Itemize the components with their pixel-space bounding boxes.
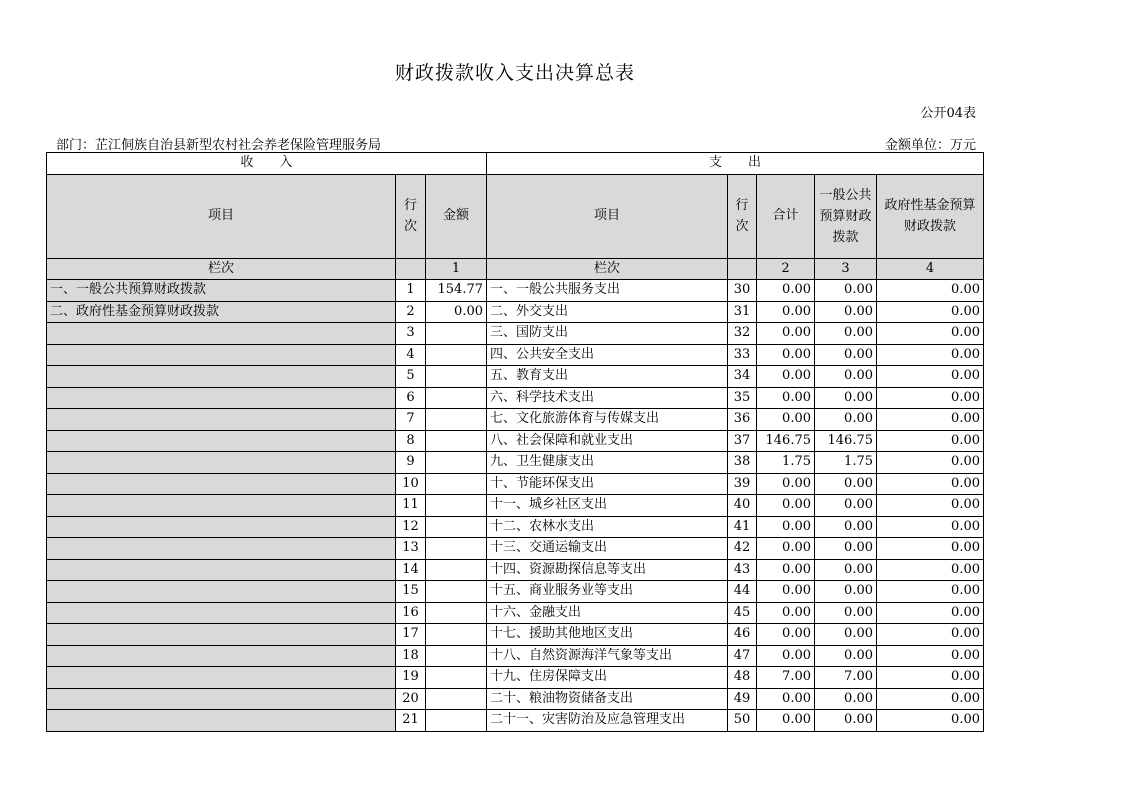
income-item (47, 430, 396, 452)
expense-total: 0.00 (757, 538, 815, 560)
budget-summary-table (46, 152, 984, 732)
expense-total: 1.75 (757, 452, 815, 474)
income-header: 收 入 (47, 153, 487, 175)
expense-item: 十九、住房保障支出 (487, 667, 728, 689)
income-item: 一、一般公共预算财政拨款 (47, 280, 396, 302)
gov-fund-amount: 0.00 (877, 559, 984, 581)
income-item (47, 473, 396, 495)
expense-row-no: 34 (728, 366, 757, 388)
expense-total: 0.00 (757, 688, 815, 710)
income-row-no: 5 (396, 366, 426, 388)
income-item (47, 710, 396, 732)
income-item (47, 387, 396, 409)
general-budget-amount: 0.00 (815, 516, 877, 538)
expense-item: 四、公共安全支出 (487, 344, 728, 366)
expense-total: 0.00 (757, 645, 815, 667)
income-row-no-header: 行次 (396, 174, 426, 258)
page-title: 财政拨款收入支出决算总表 (394, 62, 635, 84)
income-amount (426, 387, 487, 409)
expense-row-no: 32 (728, 323, 757, 345)
general-budget-amount: 0.00 (815, 710, 877, 732)
column-2: 2 (757, 258, 815, 280)
income-item (47, 624, 396, 646)
expense-item: 十七、援助其他地区支出 (487, 624, 728, 646)
expense-row-no: 37 (728, 430, 757, 452)
general-budget-amount: 0.00 (815, 301, 877, 323)
expense-total: 0.00 (757, 473, 815, 495)
expense-total: 0.00 (757, 581, 815, 603)
expense-item: 七、文化旅游体育与传媒支出 (487, 409, 728, 431)
gov-fund-amount: 0.00 (877, 452, 984, 474)
income-amount (426, 495, 487, 517)
column-1: 1 (426, 258, 487, 280)
expense-row-no: 33 (728, 344, 757, 366)
expense-row-no: 44 (728, 581, 757, 603)
gov-fund-amount: 0.00 (877, 516, 984, 538)
income-item (47, 495, 396, 517)
expense-row-no: 42 (728, 538, 757, 560)
expense-row-no: 49 (728, 688, 757, 710)
income-item (47, 516, 396, 538)
income-row-no: 15 (396, 581, 426, 603)
income-item-header: 项目 (47, 174, 396, 258)
income-row-no: 7 (396, 409, 426, 431)
income-row-no: 4 (396, 344, 426, 366)
expense-item-header: 项目 (487, 174, 728, 258)
income-item (47, 602, 396, 624)
income-row-no: 6 (396, 387, 426, 409)
expense-total: 146.75 (757, 430, 815, 452)
expense-item: 十八、自然资源海洋气象等支出 (487, 645, 728, 667)
income-amount (426, 710, 487, 732)
table-row (47, 516, 984, 538)
income-amount (426, 473, 487, 495)
income-amount (426, 559, 487, 581)
general-budget-amount: 0.00 (815, 366, 877, 388)
expense-column-no-label: 栏次 (487, 258, 728, 280)
general-budget-header: 一般公共预算财政拨款 (815, 174, 877, 258)
expense-total: 0.00 (757, 710, 815, 732)
table-row (47, 602, 984, 624)
expense-total: 0.00 (757, 366, 815, 388)
general-budget-amount: 0.00 (815, 280, 877, 302)
income-item (47, 559, 396, 581)
expense-total: 0.00 (757, 559, 815, 581)
income-row-no: 18 (396, 645, 426, 667)
income-amount (426, 366, 487, 388)
total-header: 合计 (757, 174, 815, 258)
income-row-no: 21 (396, 710, 426, 732)
expense-row-no: 30 (728, 280, 757, 302)
general-budget-amount: 0.00 (815, 688, 877, 710)
general-budget-amount: 7.00 (815, 667, 877, 689)
expense-row-no: 47 (728, 645, 757, 667)
expense-row-no: 45 (728, 602, 757, 624)
income-column-no-label: 栏次 (47, 258, 396, 280)
general-budget-amount: 0.00 (815, 624, 877, 646)
expense-item: 六、科学技术支出 (487, 387, 728, 409)
table-row (47, 538, 984, 560)
general-budget-amount: 0.00 (815, 645, 877, 667)
expense-row-no: 43 (728, 559, 757, 581)
expense-item: 三、国防支出 (487, 323, 728, 345)
income-item (47, 323, 396, 345)
income-amount (426, 624, 487, 646)
general-budget-amount: 0.00 (815, 495, 877, 517)
income-row-no: 8 (396, 430, 426, 452)
expense-item: 十一、城乡社区支出 (487, 495, 728, 517)
income-item (47, 688, 396, 710)
expense-item: 二、外交支出 (487, 301, 728, 323)
income-row-no: 3 (396, 323, 426, 345)
general-budget-amount: 0.00 (815, 344, 877, 366)
expense-item: 十五、商业服务业等支出 (487, 581, 728, 603)
expense-row-no-header: 行次 (728, 174, 757, 258)
income-amount (426, 323, 487, 345)
general-budget-amount: 0.00 (815, 602, 877, 624)
income-amount (426, 409, 487, 431)
income-amount (426, 602, 487, 624)
expense-total: 0.00 (757, 387, 815, 409)
table-row (47, 688, 984, 710)
table-row (47, 452, 984, 474)
gov-fund-amount: 0.00 (877, 710, 984, 732)
table-row (47, 280, 984, 302)
expense-item: 十、节能环保支出 (487, 473, 728, 495)
income-amount (426, 430, 487, 452)
table-row (47, 710, 984, 732)
expense-item: 十三、交通运输支出 (487, 538, 728, 560)
income-row-no: 1 (396, 280, 426, 302)
expense-column-no-empty (728, 258, 757, 280)
table-row (47, 581, 984, 603)
expense-item: 二十、粮油物资储备支出 (487, 688, 728, 710)
expense-item: 二十一、灾害防治及应急管理支出 (487, 710, 728, 732)
income-item (47, 667, 396, 689)
expense-item: 一、一般公共服务支出 (487, 280, 728, 302)
expense-total: 0.00 (757, 516, 815, 538)
expense-item: 八、社会保障和就业支出 (487, 430, 728, 452)
income-amount (426, 581, 487, 603)
expense-row-no: 40 (728, 495, 757, 517)
gov-fund-amount: 0.00 (877, 430, 984, 452)
general-budget-amount: 0.00 (815, 409, 877, 431)
expense-row-no: 46 (728, 624, 757, 646)
gov-fund-amount: 0.00 (877, 667, 984, 689)
expense-total: 0.00 (757, 495, 815, 517)
expense-item: 五、教育支出 (487, 366, 728, 388)
expense-row-no: 35 (728, 387, 757, 409)
income-row-no: 14 (396, 559, 426, 581)
table-row (47, 473, 984, 495)
income-row-no: 16 (396, 602, 426, 624)
expense-total: 0.00 (757, 323, 815, 345)
department-label: 部门：芷江侗族自治县新型农村社会养老保险管理服务局 (56, 138, 382, 153)
column-4: 4 (877, 258, 984, 280)
expense-row-no: 39 (728, 473, 757, 495)
general-budget-amount: 0.00 (815, 538, 877, 560)
income-item: 二、政府性基金预算财政拨款 (47, 301, 396, 323)
table-row (47, 366, 984, 388)
income-amount (426, 452, 487, 474)
table-row (47, 624, 984, 646)
income-amount (426, 688, 487, 710)
income-item (47, 581, 396, 603)
income-column-no-empty (396, 258, 426, 280)
income-item (47, 538, 396, 560)
gov-fund-amount: 0.00 (877, 301, 984, 323)
form-number: 公开04表 (920, 106, 976, 121)
gov-fund-amount: 0.00 (877, 495, 984, 517)
expense-total: 0.00 (757, 301, 815, 323)
general-budget-amount: 146.75 (815, 430, 877, 452)
expense-row-no: 50 (728, 710, 757, 732)
table-row (47, 667, 984, 689)
income-item (47, 366, 396, 388)
table-row (47, 323, 984, 345)
table-row (47, 430, 984, 452)
gov-fund-amount: 0.00 (877, 323, 984, 345)
income-amount (426, 516, 487, 538)
table-row (47, 387, 984, 409)
gov-fund-amount: 0.00 (877, 538, 984, 560)
general-budget-amount: 0.00 (815, 581, 877, 603)
gov-fund-amount: 0.00 (877, 602, 984, 624)
income-amount (426, 538, 487, 560)
income-amount-header: 金额 (426, 174, 487, 258)
expense-row-no: 38 (728, 452, 757, 474)
expense-row-no: 48 (728, 667, 757, 689)
income-row-no: 9 (396, 452, 426, 474)
gov-fund-amount: 0.00 (877, 645, 984, 667)
general-budget-amount: 0.00 (815, 473, 877, 495)
general-budget-amount: 0.00 (815, 387, 877, 409)
gov-fund-amount: 0.00 (877, 409, 984, 431)
expense-item: 十二、农林水支出 (487, 516, 728, 538)
expense-total: 7.00 (757, 667, 815, 689)
expense-total: 0.00 (757, 624, 815, 646)
income-item (47, 344, 396, 366)
income-row-no: 13 (396, 538, 426, 560)
income-amount: 0.00 (426, 301, 487, 323)
income-row-no: 17 (396, 624, 426, 646)
income-item (47, 409, 396, 431)
income-item (47, 645, 396, 667)
income-amount (426, 645, 487, 667)
income-item (47, 452, 396, 474)
amount-unit-label: 金额单位：万元 (884, 138, 976, 153)
general-budget-amount: 0.00 (815, 559, 877, 581)
gov-fund-amount: 0.00 (877, 624, 984, 646)
gov-fund-amount: 0.00 (877, 387, 984, 409)
income-row-no: 19 (396, 667, 426, 689)
general-budget-amount: 0.00 (815, 323, 877, 345)
gov-fund-amount: 0.00 (877, 688, 984, 710)
income-amount (426, 344, 487, 366)
expense-item: 九、卫生健康支出 (487, 452, 728, 474)
general-budget-amount: 1.75 (815, 452, 877, 474)
table-row (47, 409, 984, 431)
expense-total: 0.00 (757, 602, 815, 624)
income-row-no: 11 (396, 495, 426, 517)
gov-fund-amount: 0.00 (877, 366, 984, 388)
expense-row-no: 36 (728, 409, 757, 431)
expense-total: 0.00 (757, 280, 815, 302)
gov-fund-budget-header: 政府性基金预算财政拨款 (877, 174, 984, 258)
expense-item: 十六、金融支出 (487, 602, 728, 624)
table-row (47, 645, 984, 667)
income-amount (426, 667, 487, 689)
gov-fund-amount: 0.00 (877, 280, 984, 302)
expense-total: 0.00 (757, 344, 815, 366)
table-row (47, 344, 984, 366)
income-row-no: 10 (396, 473, 426, 495)
column-3: 3 (815, 258, 877, 280)
income-row-no: 12 (396, 516, 426, 538)
income-amount: 154.77 (426, 280, 487, 302)
expense-header: 支 出 (487, 153, 984, 175)
table-row (47, 495, 984, 517)
expense-item: 十四、资源勘探信息等支出 (487, 559, 728, 581)
expense-total: 0.00 (757, 409, 815, 431)
expense-row-no: 31 (728, 301, 757, 323)
expense-row-no: 41 (728, 516, 757, 538)
gov-fund-amount: 0.00 (877, 473, 984, 495)
income-row-no: 20 (396, 688, 426, 710)
table-row (47, 301, 984, 323)
gov-fund-amount: 0.00 (877, 581, 984, 603)
gov-fund-amount: 0.00 (877, 344, 984, 366)
income-row-no: 2 (396, 301, 426, 323)
table-row (47, 559, 984, 581)
